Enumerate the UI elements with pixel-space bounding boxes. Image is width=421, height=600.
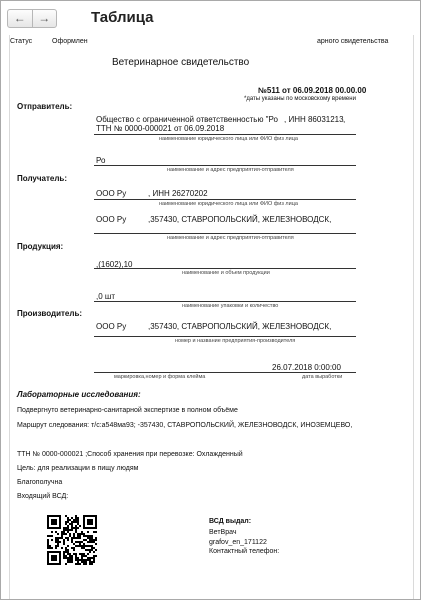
title-bar	[1, 1, 420, 35]
issued-role: ВетВрач	[209, 529, 237, 536]
producer-line-2	[94, 372, 356, 373]
receiver-address: ,357430, СТАВРОПОЛЬСКИЙ, ЖЕЛЕЗНОВОДСК,	[148, 215, 332, 224]
sender-name: Общество с ограниченной ответственностью "Ро	[96, 115, 278, 124]
product-pack: ,0 шт	[96, 292, 115, 301]
back-button[interactable]	[8, 10, 32, 27]
window-title: Таблица	[91, 9, 154, 26]
sender-inn: , ИНН 86031213	[284, 115, 344, 124]
sender-line-2	[94, 165, 356, 166]
lab-label: Лабораторные исследования:	[17, 390, 141, 399]
product-line-2	[94, 301, 356, 302]
receiver-caption-2: наименование и адрес предприятия-отправителя	[167, 235, 294, 241]
receiver-label: Получатель:	[17, 174, 67, 183]
issued-label: ВСД выдал:	[209, 518, 252, 525]
lab-ttn-storage: ТТН № 0000-000021 ;Способ хранения при перевозке: Охлажденный	[17, 451, 243, 458]
sender-enterprise: Ро	[96, 156, 106, 165]
mark-caption: маркировка,номер и форма клейма	[114, 374, 206, 380]
status-label: Статус	[10, 38, 33, 45]
receiver-caption-1: наименование юридического лица или ФИО физ лица	[159, 201, 298, 207]
status-value: Оформлен	[52, 38, 88, 45]
producer-label: Производитель:	[17, 309, 83, 318]
document-number: №511 от 06.09.2018 00.00.00	[258, 86, 367, 95]
sender-caption-2: наименование и адрес предприятия-отправителя	[167, 167, 294, 173]
lab-route: Маршрут следования: т/с:а548ма93; -357430, СТАВРОПОЛЬСКИЙ, ЖЕЛЕЗНОВОДСК, ИНОЗЕМЦЕВО,	[17, 422, 353, 429]
producer-line-1	[94, 336, 356, 337]
sender-caption-1: наименование юридического лица или ФИО физ лица	[159, 136, 298, 142]
product-caption-2: наименование упаковки и количество	[182, 303, 279, 309]
product-caption-1: наименование и объем продукции	[182, 270, 270, 276]
producer-caption-1: номер и название предприятия-производителя	[175, 338, 296, 344]
date-caption: дата выработки	[302, 374, 343, 380]
sender-line-1	[94, 134, 356, 135]
lab-expertise: Подвергнуто ветеринарно-санитарной экспертизе в полном объёме	[17, 407, 238, 414]
product-label: Продукция:	[17, 242, 64, 251]
issued-login: grafov_en_171122	[209, 539, 267, 546]
header-right-text: арного свидетельства	[317, 38, 389, 45]
product-value: ,(1602),10	[96, 260, 133, 269]
receiver-line-1	[94, 199, 356, 200]
navigation-buttons	[7, 9, 57, 28]
issued-phone: Контактный телефон:	[209, 548, 280, 555]
document-note: *даты указаны по московскому времени	[244, 96, 356, 102]
arrow-left-icon: ←	[13, 11, 26, 25]
production-date: 26.07.2018 0:00:00	[272, 363, 341, 372]
lab-purpose: Цель: для реализации в пищу людям	[17, 465, 139, 472]
receiver-inn: , ИНН 26270202	[148, 189, 208, 198]
qr-code-icon	[47, 515, 97, 565]
product-line-1	[94, 268, 356, 269]
forward-button[interactable]	[32, 10, 57, 27]
sender-label: Отправитель:	[17, 102, 73, 111]
sender-ttn: ТТН № 0000-000021 от 06.09.2018	[96, 124, 225, 133]
lab-incoming-vsd: Входящий ВСД:	[17, 493, 69, 500]
document-title: Ветеринарное свидетельство	[112, 57, 250, 68]
receiver-line-2	[94, 233, 356, 234]
producer-name: ООО Ру	[96, 322, 127, 331]
certificate-document	[9, 35, 414, 599]
producer-address: ,357430, СТАВРОПОЛЬСКИЙ, ЖЕЛЕЗНОВОДСК,	[148, 322, 332, 331]
lab-wellbeing: Благополучна	[17, 479, 63, 486]
sender-comma: ,	[343, 115, 346, 124]
receiver-name: ООО Ру	[96, 189, 127, 198]
arrow-right-icon: →	[38, 11, 51, 25]
receiver-enterprise: ООО Ру	[96, 215, 127, 224]
